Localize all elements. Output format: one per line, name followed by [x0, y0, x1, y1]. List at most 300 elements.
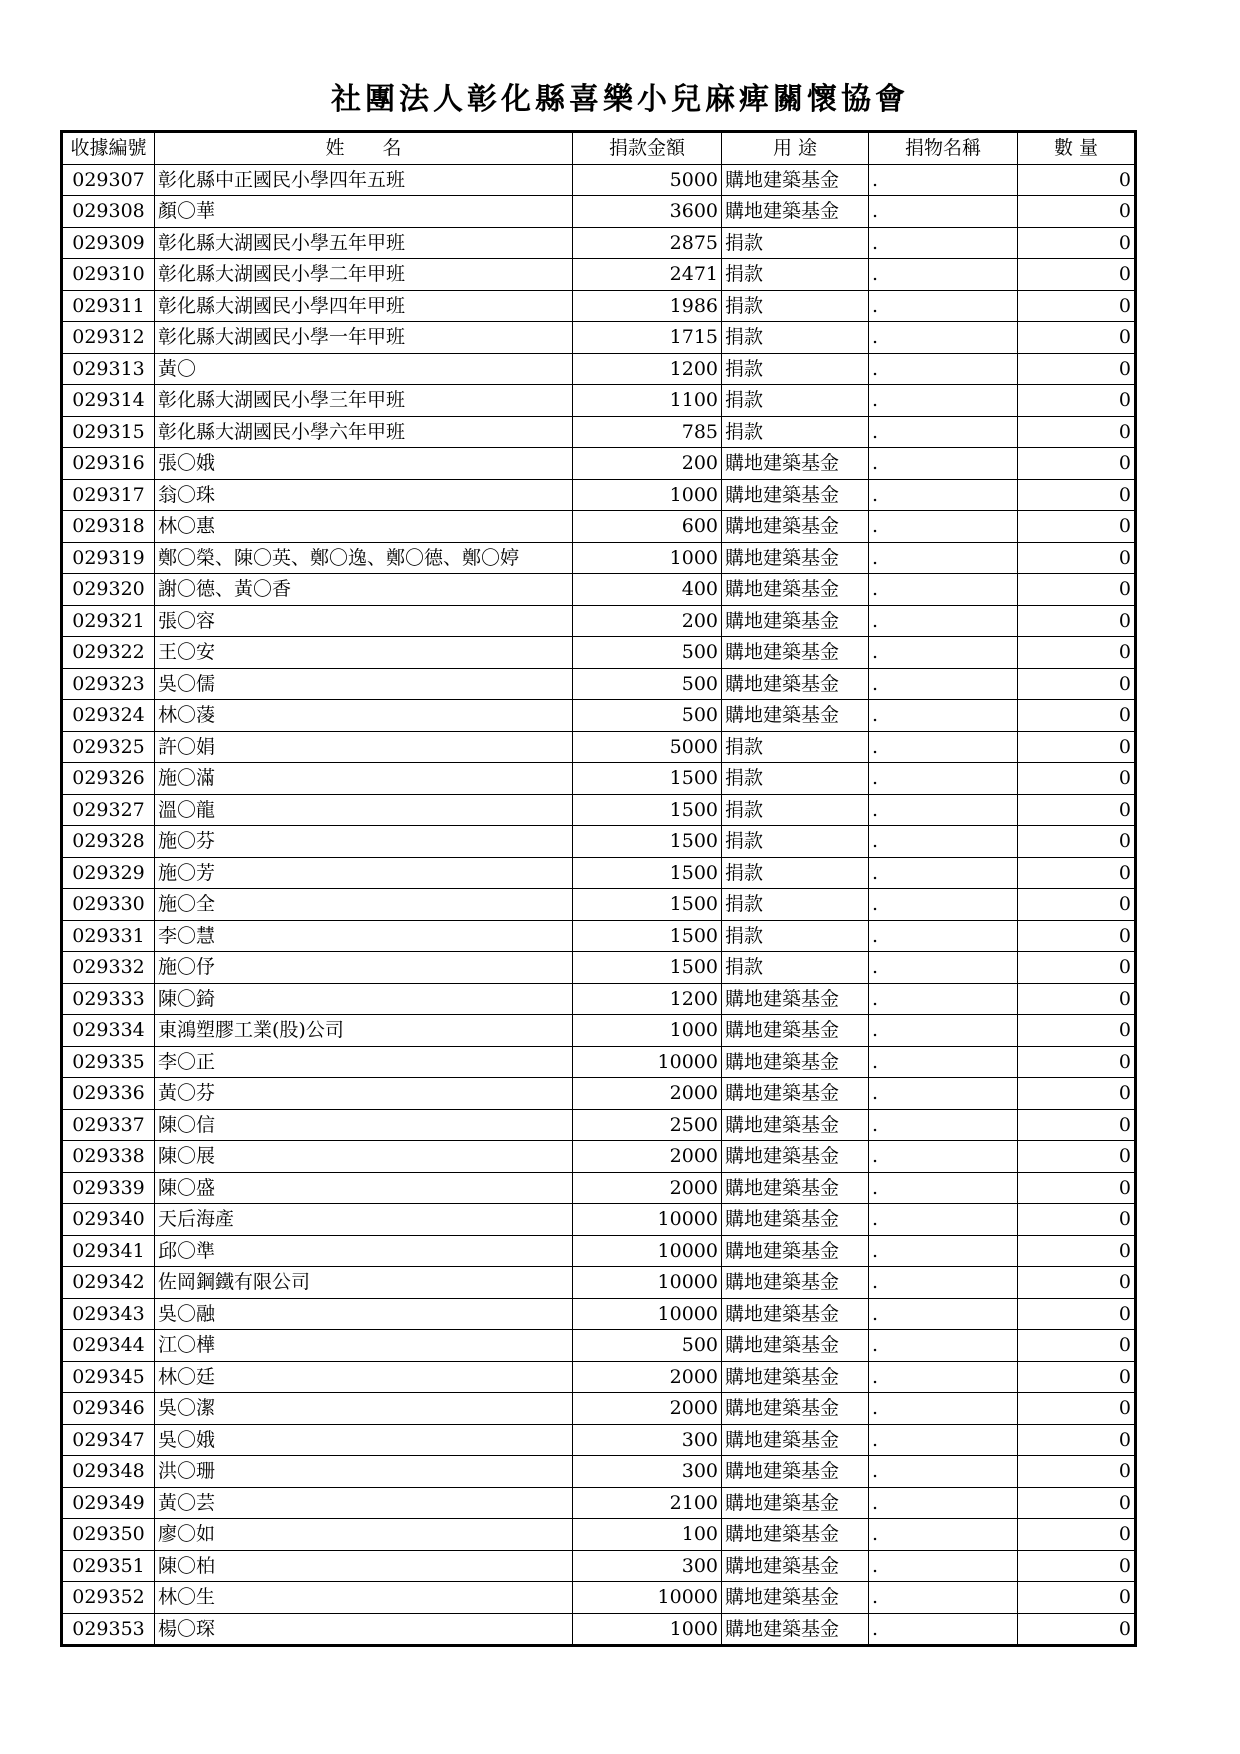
cell-purpose: 購地建築基金: [722, 1109, 869, 1141]
cell-item-name: .: [869, 448, 1018, 480]
cell-amount: 100: [573, 1519, 722, 1551]
cell-name: 施〇芳: [155, 857, 573, 889]
cell-purpose: 購地建築基金: [722, 1204, 869, 1236]
cell-receipt-no: 029341: [62, 1235, 155, 1267]
table-row: [62, 542, 1136, 574]
cell-purpose: 購地建築基金: [722, 1235, 869, 1267]
cell-item-name: .: [869, 1424, 1018, 1456]
table-row: [62, 1172, 1136, 1204]
table-row: [62, 1078, 1136, 1110]
cell-receipt-no: 029348: [62, 1456, 155, 1488]
cell-name: 張〇娥: [155, 448, 573, 480]
cell-name: 吳〇融: [155, 1298, 573, 1330]
table-row: [62, 574, 1136, 606]
table-row: [62, 1393, 1136, 1425]
cell-quantity: 0: [1018, 605, 1136, 637]
cell-quantity: 0: [1018, 1204, 1136, 1236]
cell-purpose: 捐款: [722, 227, 869, 259]
cell-purpose: 捐款: [722, 826, 869, 858]
cell-quantity: 0: [1018, 763, 1136, 795]
cell-name: 陳〇盛: [155, 1172, 573, 1204]
cell-item-name: .: [869, 920, 1018, 952]
cell-amount: 2000: [573, 1141, 722, 1173]
cell-receipt-no: 029320: [62, 574, 155, 606]
cell-amount: 1500: [573, 920, 722, 952]
cell-quantity: 0: [1018, 920, 1136, 952]
cell-receipt-no: 029307: [62, 164, 155, 196]
cell-receipt-no: 029345: [62, 1361, 155, 1393]
cell-quantity: 0: [1018, 794, 1136, 826]
cell-receipt-no: 029324: [62, 700, 155, 732]
cell-name: 王〇安: [155, 637, 573, 669]
cell-purpose: 捐款: [722, 416, 869, 448]
table-row: [62, 668, 1136, 700]
header-name: 姓 名: [155, 132, 573, 165]
cell-receipt-no: 029342: [62, 1267, 155, 1299]
cell-receipt-no: 029344: [62, 1330, 155, 1362]
cell-item-name: .: [869, 1235, 1018, 1267]
cell-purpose: 購地建築基金: [722, 1172, 869, 1204]
cell-receipt-no: 029327: [62, 794, 155, 826]
table-row: [62, 385, 1136, 417]
cell-item-name: .: [869, 637, 1018, 669]
cell-name: 林〇生: [155, 1582, 573, 1614]
table-row: [62, 763, 1136, 795]
cell-amount: 10000: [573, 1046, 722, 1078]
cell-receipt-no: 029340: [62, 1204, 155, 1236]
cell-receipt-no: 029349: [62, 1487, 155, 1519]
cell-purpose: 購地建築基金: [722, 1456, 869, 1488]
cell-quantity: 0: [1018, 983, 1136, 1015]
table-row: [62, 448, 1136, 480]
cell-purpose: 捐款: [722, 353, 869, 385]
table-row: [62, 857, 1136, 889]
cell-name: 翁〇珠: [155, 479, 573, 511]
cell-quantity: 0: [1018, 857, 1136, 889]
cell-purpose: 購地建築基金: [722, 511, 869, 543]
cell-purpose: 購地建築基金: [722, 1267, 869, 1299]
table-row: [62, 637, 1136, 669]
cell-receipt-no: 029333: [62, 983, 155, 1015]
cell-quantity: 0: [1018, 1298, 1136, 1330]
cell-quantity: 0: [1018, 1393, 1136, 1425]
cell-purpose: 捐款: [722, 259, 869, 291]
cell-receipt-no: 029319: [62, 542, 155, 574]
cell-quantity: 0: [1018, 1487, 1136, 1519]
cell-receipt-no: 029343: [62, 1298, 155, 1330]
cell-receipt-no: 029321: [62, 605, 155, 637]
cell-quantity: 0: [1018, 259, 1136, 291]
header-amount: 捐款金額: [573, 132, 722, 165]
cell-item-name: .: [869, 605, 1018, 637]
cell-name: 李〇正: [155, 1046, 573, 1078]
donation-table: [60, 130, 1137, 1647]
cell-amount: 3600: [573, 196, 722, 228]
table-row: [62, 794, 1136, 826]
cell-quantity: 0: [1018, 1046, 1136, 1078]
cell-item-name: .: [869, 1487, 1018, 1519]
cell-receipt-no: 029337: [62, 1109, 155, 1141]
cell-quantity: 0: [1018, 353, 1136, 385]
cell-name: 顏〇華: [155, 196, 573, 228]
cell-amount: 1000: [573, 1613, 722, 1646]
cell-quantity: 0: [1018, 1361, 1136, 1393]
cell-quantity: 0: [1018, 1267, 1136, 1299]
cell-purpose: 購地建築基金: [722, 164, 869, 196]
cell-receipt-no: 029347: [62, 1424, 155, 1456]
header-item-name: 捐物名稱: [869, 132, 1018, 165]
cell-receipt-no: 029311: [62, 290, 155, 322]
cell-quantity: 0: [1018, 511, 1136, 543]
cell-receipt-no: 029346: [62, 1393, 155, 1425]
cell-name: 謝〇德、黃〇香: [155, 574, 573, 606]
table-body: [62, 164, 1136, 1646]
cell-purpose: 購地建築基金: [722, 1550, 869, 1582]
cell-receipt-no: 029312: [62, 322, 155, 354]
cell-purpose: 購地建築基金: [722, 605, 869, 637]
table-row: [62, 196, 1136, 228]
cell-name: 鄭〇榮、陳〇英、鄭〇逸、鄭〇德、鄭〇婷: [155, 542, 573, 574]
cell-quantity: 0: [1018, 196, 1136, 228]
table-row: [62, 1109, 1136, 1141]
cell-receipt-no: 029314: [62, 385, 155, 417]
cell-quantity: 0: [1018, 1550, 1136, 1582]
table-row: [62, 1361, 1136, 1393]
cell-name: 彰化縣大湖國民小學二年甲班: [155, 259, 573, 291]
cell-amount: 10000: [573, 1204, 722, 1236]
cell-quantity: 0: [1018, 731, 1136, 763]
cell-amount: 2000: [573, 1078, 722, 1110]
table-row: [62, 1330, 1136, 1362]
cell-receipt-no: 029325: [62, 731, 155, 763]
cell-item-name: .: [869, 983, 1018, 1015]
cell-amount: 1500: [573, 857, 722, 889]
cell-receipt-no: 029352: [62, 1582, 155, 1614]
cell-purpose: 購地建築基金: [722, 1046, 869, 1078]
cell-item-name: .: [869, 1361, 1018, 1393]
cell-name: 吳〇儒: [155, 668, 573, 700]
cell-purpose: 捐款: [722, 920, 869, 952]
cell-quantity: 0: [1018, 1330, 1136, 1362]
cell-quantity: 0: [1018, 1519, 1136, 1551]
cell-name: 黃〇芸: [155, 1487, 573, 1519]
cell-name: 江〇樺: [155, 1330, 573, 1362]
cell-receipt-no: 029328: [62, 826, 155, 858]
cell-amount: 1500: [573, 794, 722, 826]
cell-name: 陳〇錡: [155, 983, 573, 1015]
cell-purpose: 購地建築基金: [722, 637, 869, 669]
table-row: [62, 1613, 1136, 1646]
cell-amount: 2000: [573, 1361, 722, 1393]
document-title: 社團法人彰化縣喜樂小兒麻痺關懷協會: [331, 82, 909, 117]
cell-item-name: .: [869, 1109, 1018, 1141]
cell-purpose: 捐款: [722, 763, 869, 795]
cell-name: 佐岡鋼鐵有限公司: [155, 1267, 573, 1299]
cell-name: 陳〇柏: [155, 1550, 573, 1582]
cell-purpose: 購地建築基金: [722, 1298, 869, 1330]
cell-amount: 2875: [573, 227, 722, 259]
cell-amount: 5000: [573, 731, 722, 763]
cell-amount: 1200: [573, 983, 722, 1015]
cell-purpose: 購地建築基金: [722, 983, 869, 1015]
cell-item-name: .: [869, 416, 1018, 448]
cell-amount: 500: [573, 637, 722, 669]
cell-amount: 5000: [573, 164, 722, 196]
cell-purpose: 購地建築基金: [722, 1613, 869, 1646]
cell-amount: 500: [573, 1330, 722, 1362]
cell-receipt-no: 029353: [62, 1613, 155, 1646]
cell-quantity: 0: [1018, 889, 1136, 921]
table-row: [62, 605, 1136, 637]
table-row: [62, 227, 1136, 259]
cell-item-name: .: [869, 763, 1018, 795]
cell-amount: 300: [573, 1424, 722, 1456]
cell-item-name: .: [869, 1550, 1018, 1582]
cell-quantity: 0: [1018, 952, 1136, 984]
cell-item-name: .: [869, 290, 1018, 322]
cell-name: 天后海產: [155, 1204, 573, 1236]
cell-quantity: 0: [1018, 322, 1136, 354]
cell-receipt-no: 029350: [62, 1519, 155, 1551]
table-row: [62, 1267, 1136, 1299]
cell-quantity: 0: [1018, 290, 1136, 322]
cell-quantity: 0: [1018, 164, 1136, 196]
cell-amount: 1000: [573, 1015, 722, 1047]
cell-name: 東鴻塑膠工業(股)公司: [155, 1015, 573, 1047]
cell-purpose: 捐款: [722, 952, 869, 984]
cell-item-name: .: [869, 889, 1018, 921]
cell-item-name: .: [869, 542, 1018, 574]
cell-item-name: .: [869, 857, 1018, 889]
cell-receipt-no: 029334: [62, 1015, 155, 1047]
cell-item-name: .: [869, 322, 1018, 354]
cell-quantity: 0: [1018, 479, 1136, 511]
cell-name: 邱〇準: [155, 1235, 573, 1267]
cell-item-name: .: [869, 164, 1018, 196]
cell-item-name: .: [869, 700, 1018, 732]
cell-name: 廖〇如: [155, 1519, 573, 1551]
header-quantity: 數 量: [1018, 132, 1136, 165]
table-row: [62, 416, 1136, 448]
cell-purpose: 購地建築基金: [722, 1487, 869, 1519]
table-row: [62, 511, 1136, 543]
cell-amount: 10000: [573, 1582, 722, 1614]
cell-amount: 10000: [573, 1298, 722, 1330]
cell-quantity: 0: [1018, 1141, 1136, 1173]
cell-name: 彰化縣大湖國民小學一年甲班: [155, 322, 573, 354]
cell-name: 彰化縣大湖國民小學三年甲班: [155, 385, 573, 417]
cell-amount: 1500: [573, 952, 722, 984]
cell-item-name: .: [869, 1015, 1018, 1047]
table-row: [62, 1582, 1136, 1614]
cell-purpose: 購地建築基金: [722, 196, 869, 228]
cell-item-name: .: [869, 952, 1018, 984]
cell-name: 林〇惠: [155, 511, 573, 543]
cell-amount: 1200: [573, 353, 722, 385]
cell-quantity: 0: [1018, 1235, 1136, 1267]
cell-quantity: 0: [1018, 1172, 1136, 1204]
cell-name: 林〇廷: [155, 1361, 573, 1393]
cell-quantity: 0: [1018, 1613, 1136, 1646]
table-row: [62, 826, 1136, 858]
cell-receipt-no: 029316: [62, 448, 155, 480]
cell-amount: 2500: [573, 1109, 722, 1141]
table-header-row: [62, 132, 1136, 165]
table-row: [62, 1487, 1136, 1519]
cell-receipt-no: 029339: [62, 1172, 155, 1204]
cell-purpose: 捐款: [722, 857, 869, 889]
cell-name: 陳〇信: [155, 1109, 573, 1141]
cell-amount: 1986: [573, 290, 722, 322]
cell-purpose: 捐款: [722, 794, 869, 826]
cell-name: 施〇伃: [155, 952, 573, 984]
cell-item-name: .: [869, 731, 1018, 763]
cell-receipt-no: 029326: [62, 763, 155, 795]
cell-item-name: .: [869, 479, 1018, 511]
cell-purpose: 捐款: [722, 889, 869, 921]
cell-name: 彰化縣中正國民小學四年五班: [155, 164, 573, 196]
cell-purpose: 購地建築基金: [722, 448, 869, 480]
cell-receipt-no: 029315: [62, 416, 155, 448]
cell-name: 施〇全: [155, 889, 573, 921]
cell-item-name: .: [869, 259, 1018, 291]
table-row: [62, 322, 1136, 354]
cell-quantity: 0: [1018, 1109, 1136, 1141]
cell-receipt-no: 029310: [62, 259, 155, 291]
cell-item-name: .: [869, 668, 1018, 700]
table-row: [62, 164, 1136, 196]
cell-item-name: .: [869, 511, 1018, 543]
cell-item-name: .: [869, 227, 1018, 259]
cell-amount: 1000: [573, 542, 722, 574]
table-row: [62, 700, 1136, 732]
cell-item-name: .: [869, 1141, 1018, 1173]
cell-purpose: 購地建築基金: [722, 479, 869, 511]
cell-name: 洪〇珊: [155, 1456, 573, 1488]
cell-quantity: 0: [1018, 227, 1136, 259]
cell-item-name: .: [869, 385, 1018, 417]
cell-amount: 2000: [573, 1393, 722, 1425]
cell-receipt-no: 029322: [62, 637, 155, 669]
cell-purpose: 購地建築基金: [722, 574, 869, 606]
cell-item-name: .: [869, 353, 1018, 385]
cell-amount: 200: [573, 448, 722, 480]
cell-item-name: .: [869, 1267, 1018, 1299]
cell-item-name: .: [869, 574, 1018, 606]
cell-amount: 2100: [573, 1487, 722, 1519]
table-row: [62, 1235, 1136, 1267]
cell-receipt-no: 029338: [62, 1141, 155, 1173]
table-row: [62, 952, 1136, 984]
table-row: [62, 1298, 1136, 1330]
cell-purpose: 購地建築基金: [722, 1330, 869, 1362]
cell-item-name: .: [869, 1582, 1018, 1614]
cell-item-name: .: [869, 1204, 1018, 1236]
cell-quantity: 0: [1018, 448, 1136, 480]
cell-amount: 1500: [573, 889, 722, 921]
table-row: [62, 1204, 1136, 1236]
cell-name: 張〇容: [155, 605, 573, 637]
cell-name: 吳〇潔: [155, 1393, 573, 1425]
cell-quantity: 0: [1018, 826, 1136, 858]
cell-quantity: 0: [1018, 700, 1136, 732]
cell-amount: 500: [573, 668, 722, 700]
cell-name: 楊〇琛: [155, 1613, 573, 1646]
cell-amount: 600: [573, 511, 722, 543]
cell-amount: 1500: [573, 826, 722, 858]
cell-name: 陳〇展: [155, 1141, 573, 1173]
cell-receipt-no: 029329: [62, 857, 155, 889]
cell-item-name: .: [869, 196, 1018, 228]
cell-amount: 2000: [573, 1172, 722, 1204]
cell-name: 彰化縣大湖國民小學四年甲班: [155, 290, 573, 322]
cell-name: 許〇娟: [155, 731, 573, 763]
table-row: [62, 1046, 1136, 1078]
header-receipt-no: 收據編號: [62, 132, 155, 165]
table-row: [62, 983, 1136, 1015]
cell-name: 溫〇龍: [155, 794, 573, 826]
cell-quantity: 0: [1018, 574, 1136, 606]
table-row: [62, 479, 1136, 511]
cell-quantity: 0: [1018, 1078, 1136, 1110]
cell-quantity: 0: [1018, 668, 1136, 700]
cell-receipt-no: 029331: [62, 920, 155, 952]
cell-item-name: .: [869, 1393, 1018, 1425]
cell-name: 黃〇: [155, 353, 573, 385]
cell-quantity: 0: [1018, 637, 1136, 669]
cell-receipt-no: 029318: [62, 511, 155, 543]
cell-amount: 2471: [573, 259, 722, 291]
cell-amount: 1500: [573, 763, 722, 795]
cell-amount: 1100: [573, 385, 722, 417]
table-row: [62, 1519, 1136, 1551]
cell-amount: 10000: [573, 1267, 722, 1299]
cell-item-name: .: [869, 1172, 1018, 1204]
cell-item-name: .: [869, 1046, 1018, 1078]
cell-name: 林〇蓤: [155, 700, 573, 732]
cell-receipt-no: 029309: [62, 227, 155, 259]
table-row: [62, 353, 1136, 385]
cell-quantity: 0: [1018, 1582, 1136, 1614]
cell-item-name: .: [869, 794, 1018, 826]
cell-purpose: 捐款: [722, 322, 869, 354]
header-purpose: 用 途: [722, 132, 869, 165]
table-row: [62, 1141, 1136, 1173]
cell-name: 施〇芬: [155, 826, 573, 858]
cell-purpose: 捐款: [722, 385, 869, 417]
cell-purpose: 購地建築基金: [722, 1015, 869, 1047]
cell-purpose: 捐款: [722, 731, 869, 763]
cell-purpose: 購地建築基金: [722, 1361, 869, 1393]
cell-purpose: 購地建築基金: [722, 1078, 869, 1110]
table-row: [62, 1015, 1136, 1047]
cell-purpose: 購地建築基金: [722, 700, 869, 732]
cell-quantity: 0: [1018, 1456, 1136, 1488]
table-row: [62, 259, 1136, 291]
cell-item-name: .: [869, 1330, 1018, 1362]
cell-name: 彰化縣大湖國民小學六年甲班: [155, 416, 573, 448]
table-row: [62, 731, 1136, 763]
cell-amount: 400: [573, 574, 722, 606]
cell-name: 彰化縣大湖國民小學五年甲班: [155, 227, 573, 259]
table-row: [62, 889, 1136, 921]
cell-amount: 300: [573, 1456, 722, 1488]
cell-amount: 1715: [573, 322, 722, 354]
cell-item-name: .: [869, 1613, 1018, 1646]
cell-receipt-no: 029308: [62, 196, 155, 228]
cell-purpose: 捐款: [722, 290, 869, 322]
cell-receipt-no: 029317: [62, 479, 155, 511]
